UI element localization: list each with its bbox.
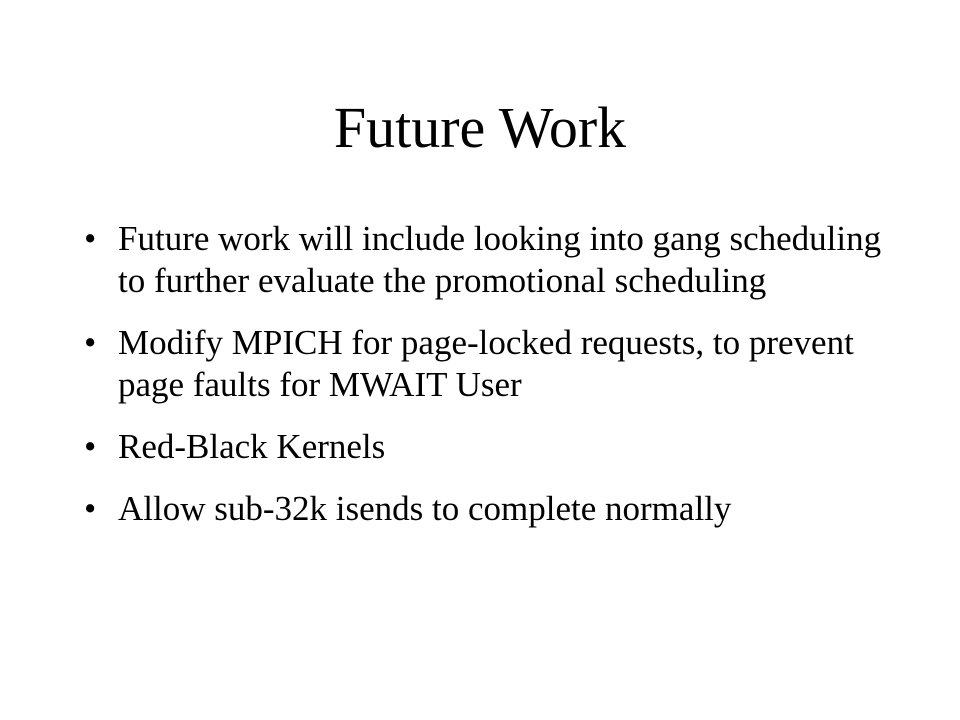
bullet-dot-icon: •	[84, 219, 97, 258]
bullet-text: Future work will include looking into gang scheduling to further evaluate the promotional scheduling	[118, 219, 882, 300]
bullet-item	[84, 322, 884, 406]
bullet-dot-icon: •	[84, 323, 97, 362]
bullet-text: Modify MPICH for page-locked requests, to prevent page faults for MWAIT User	[118, 323, 854, 404]
slide-title: Future Work	[333, 95, 627, 160]
bullet-text: Allow sub-32k isends to complete normally	[118, 489, 732, 528]
bullet-item	[84, 488, 884, 530]
bullet-text: Red-Black Kernels	[118, 427, 386, 466]
bullet-list	[84, 218, 884, 550]
bullet-item	[84, 426, 884, 468]
bullet-dot-icon: •	[84, 427, 97, 466]
bullet-dot-icon: •	[84, 489, 97, 528]
bullet-item	[84, 218, 884, 302]
